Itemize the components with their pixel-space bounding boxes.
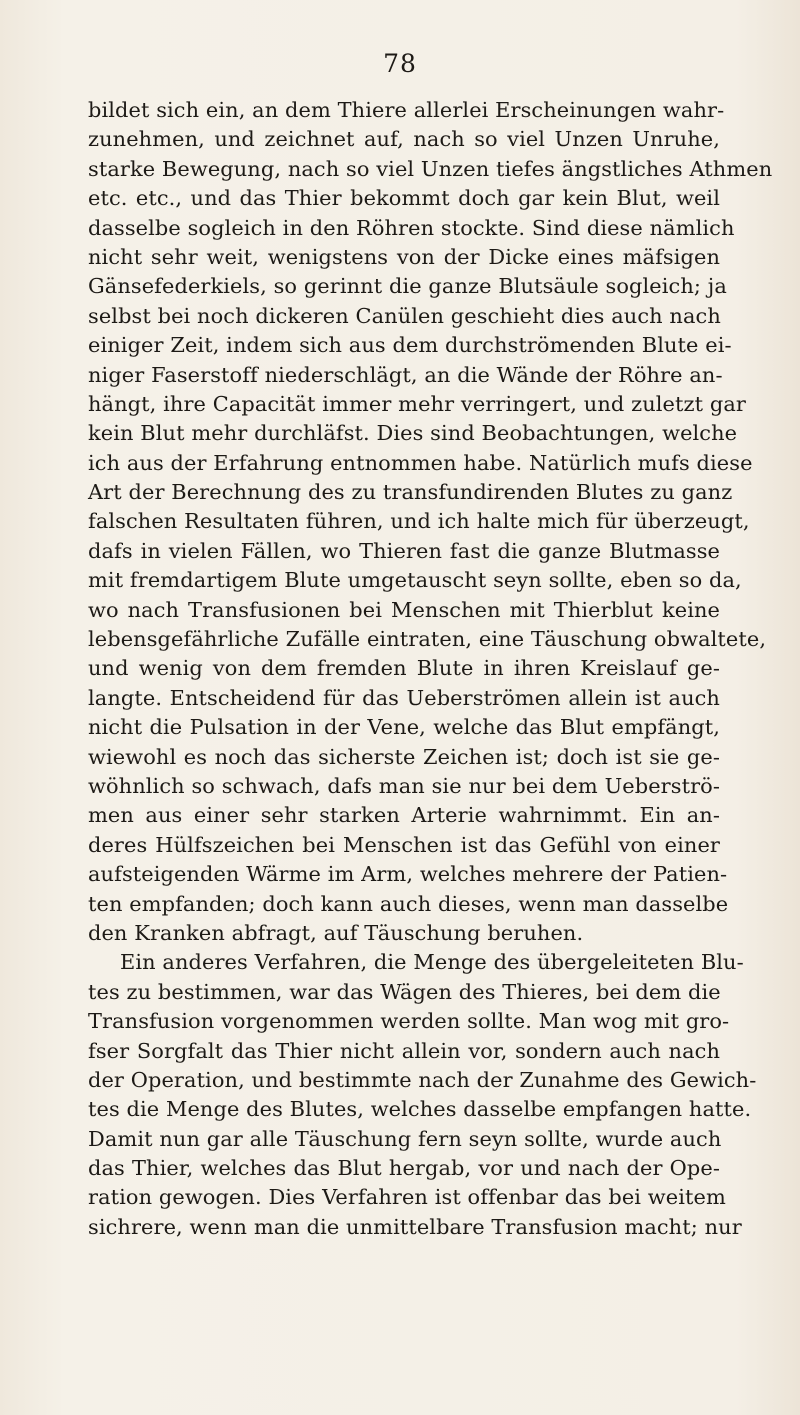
text-line: zunehmen, und zeichnet auf, nach so viel Unzen Unruhe, — [88, 127, 720, 152]
text-line: Transfusion vorgenommen werden sollte. Man wog mit gro- — [88, 1009, 730, 1034]
page-number: 78 — [383, 49, 417, 78]
text-line: wo nach Transfusionen bei Menschen mit Thierblut keine — [88, 597, 720, 622]
text-line: hängt, ihre Capacität immer mehr verringert, und zuletzt gar — [88, 391, 746, 416]
text-line: nicht die Pulsation in der Vene, welche das Blut empfängt, — [88, 715, 720, 740]
text-line: und wenig von dem fremden Blute in ihren Kreislauf ge- — [88, 656, 720, 681]
text-line: starke Bewegung, nach so viel Unzen tiefes ängstliches Athmen — [88, 156, 773, 181]
text-line: kein Blut mehr durchläfst. Dies sind Beobachtungen, welche — [88, 421, 738, 446]
text-line: deres Hülfszeichen bei Menschen ist das Gefühl von einer — [88, 832, 720, 857]
text-line: fser Sorgfalt das Thier nicht allein vor, sondern auch nach — [88, 1038, 720, 1063]
text-line: langte. Entscheidend für das Ueberströmen allein ist auch — [88, 685, 720, 710]
text-line: Gänsefederkiels, so gerinnt die ganze Blutsäule sogleich; ja — [88, 274, 727, 299]
text-line: etc. etc., und das Thier bekommt doch gar kein Blut, weil — [88, 186, 720, 211]
text-line: falschen Resultaten führen, und ich halte mich für überzeugt, — [88, 509, 750, 534]
text-line: men aus einer sehr starken Arterie wahrnimmt. Ein an- — [88, 803, 720, 828]
text-line: einiger Zeit, indem sich aus dem durchströmenden Blute ei- — [88, 333, 732, 358]
text-line: Art der Berechnung des zu transfundirenden Blutes zu ganz — [88, 480, 733, 505]
text-line: niger Faserstoff niederschlägt, an die Wände der Röhre an- — [88, 362, 723, 387]
text-line: tes zu bestimmen, war das Wägen des Thieres, bei dem die — [88, 979, 721, 1004]
text-line: wiewohl es noch das sicherste Zeichen ist; doch ist sie ge- — [88, 744, 720, 769]
text-line: ich aus der Erfahrung entnommen habe. Natürlich mufs diese — [88, 450, 753, 475]
paragraph-end-line: den Kranken abfragt, auf Täuschung beruhen. — [88, 920, 584, 945]
text-line: Damit nun gar alle Täuschung fern seyn sollte, wurde auch — [88, 1126, 722, 1151]
text-line: tes die Menge des Blutes, welches dasselbe empfangen hatte. — [88, 1097, 752, 1122]
text-line: selbst bei noch dickeren Canülen geschieht dies auch nach — [88, 303, 721, 328]
body-text — [88, 96, 773, 1242]
text-line: dafs in vielen Fällen, wo Thieren fast die ganze Blutmasse — [88, 538, 720, 563]
text-line: ten empfanden; doch kann auch dieses, wenn man dasselbe — [88, 891, 729, 916]
text-line: das Thier, welches das Blut hergab, vor und nach der Ope- — [88, 1156, 720, 1181]
paragraph-start-line: Ein anderes Verfahren, die Menge des übergeleiteten Blu- — [120, 950, 744, 975]
text-line: lebensgefährliche Zufälle eintraten, eine Täuschung obwaltete, — [88, 627, 767, 652]
text-line: mit fremdartigem Blute umgetauscht seyn sollte, eben so da, — [88, 568, 742, 593]
text-line: der Operation, und bestimmte nach der Zunahme des Gewich- — [88, 1067, 757, 1092]
text-line: nicht sehr weit, wenigstens von der Dicke eines mäfsigen — [88, 244, 720, 269]
text-line: ration gewogen. Dies Verfahren ist offenbar das bei weitem — [88, 1185, 726, 1210]
text-line: dasselbe sogleich in den Röhren stockte. Sind diese nämlich — [88, 215, 735, 240]
text-line: sichrere, wenn man die unmittelbare Transfusion macht; nur — [88, 1214, 742, 1239]
text-line: aufsteigenden Wärme im Arm, welches mehrere der Patien- — [88, 862, 728, 887]
text-line: wöhnlich so schwach, dafs man sie nur bei dem Ueberströ- — [88, 773, 720, 798]
text-line: bildet sich ein, an dem Thiere allerlei Erscheinungen wahr- — [88, 98, 725, 122]
